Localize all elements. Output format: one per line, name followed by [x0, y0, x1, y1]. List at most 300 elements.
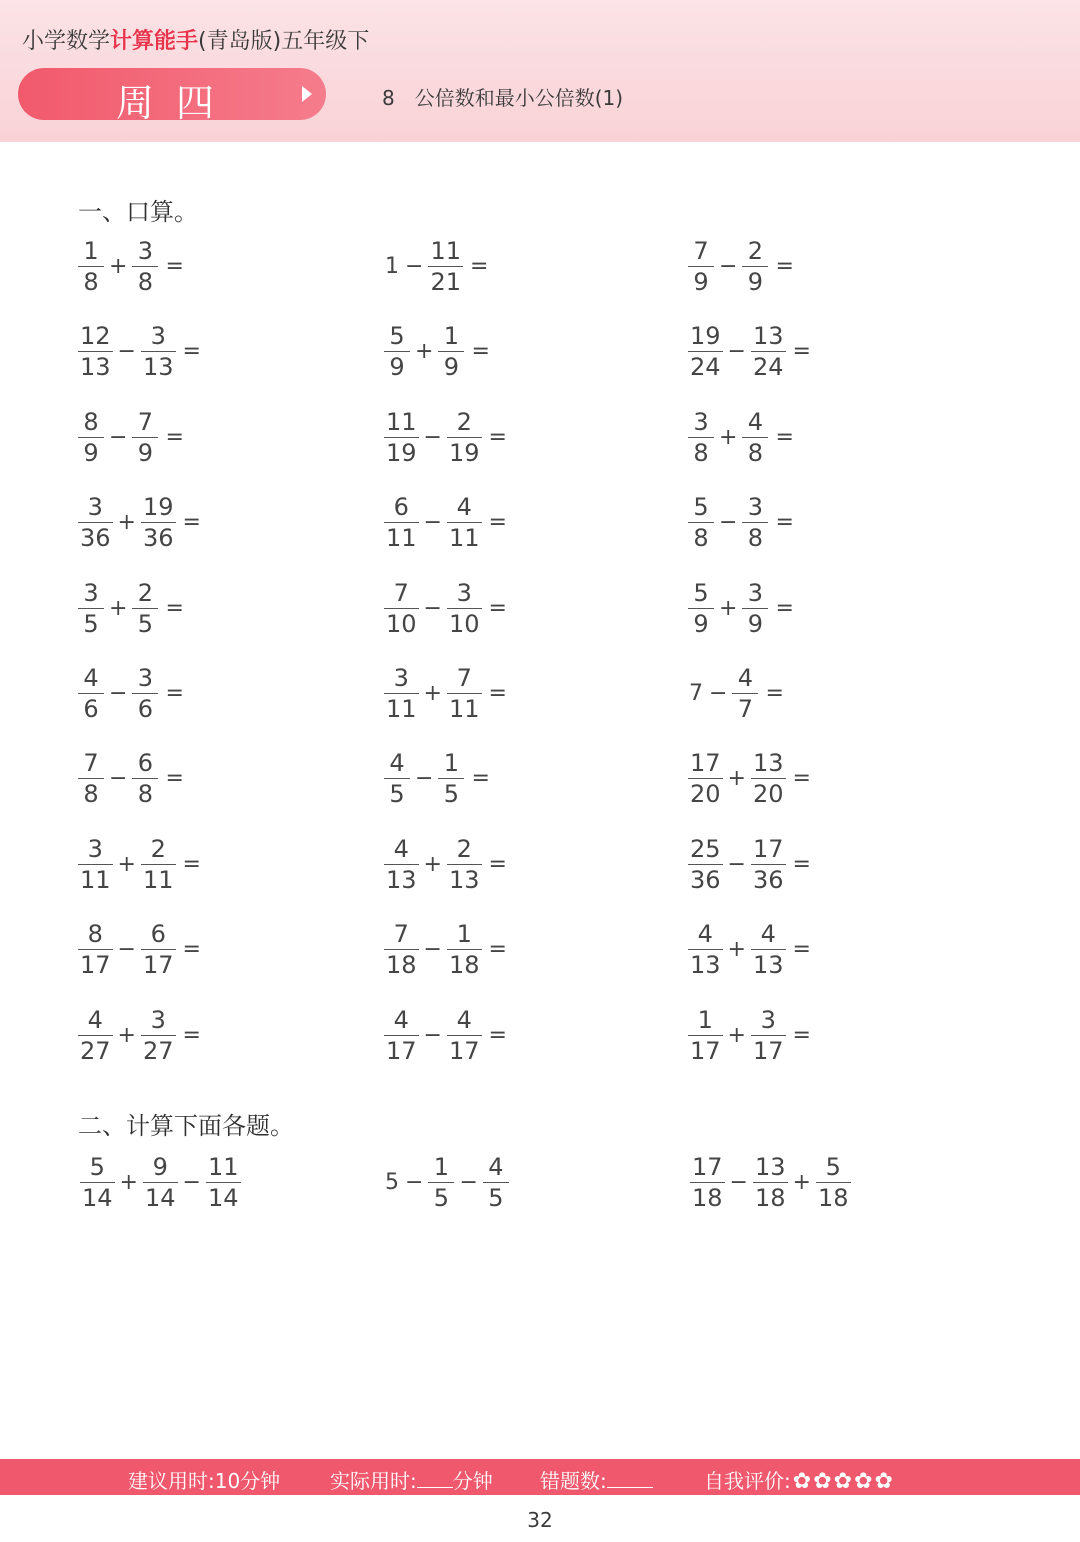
- fraction: [384, 321, 410, 382]
- numerator: 1: [697, 1005, 713, 1034]
- denominator: 11: [386, 524, 417, 553]
- book-title-suffix: (青岛版)五年级下: [198, 29, 370, 54]
- denominator: 6: [83, 695, 99, 723]
- fraction: [141, 492, 176, 553]
- equals-sign: =: [775, 510, 794, 536]
- operator: −: [405, 254, 424, 279]
- fraction: [447, 663, 482, 724]
- fraction: [447, 919, 482, 980]
- fraction: [384, 407, 419, 468]
- denominator: 5: [83, 609, 99, 638]
- numerator: 3: [747, 493, 764, 522]
- numerator: 2: [747, 237, 764, 265]
- operator: −: [719, 510, 738, 536]
- page-number: 32: [527, 1508, 553, 1532]
- operator: −: [117, 937, 136, 963]
- denominator: 20: [690, 780, 721, 809]
- numerator: 7: [137, 407, 154, 436]
- numerator: 5: [89, 1153, 105, 1181]
- expression: [382, 236, 491, 297]
- numerator: 7: [456, 664, 472, 692]
- denominator: 18: [386, 951, 417, 980]
- error-count-label: 错题数:: [540, 1469, 607, 1493]
- fraction: [751, 919, 786, 980]
- expression: [382, 1005, 510, 1066]
- expression: [382, 492, 510, 553]
- denominator: 17: [142, 951, 174, 980]
- operator: +: [727, 766, 746, 792]
- numerator: 6: [150, 920, 166, 949]
- expression: [686, 321, 814, 382]
- denominator: 13: [142, 353, 174, 382]
- operator: −: [109, 424, 128, 450]
- fraction: [78, 321, 113, 382]
- operator: −: [727, 339, 746, 365]
- denominator: 18: [754, 1184, 786, 1212]
- fraction: [384, 919, 419, 980]
- numerator: 3: [760, 1005, 776, 1034]
- fraction: [384, 834, 419, 895]
- operator: −: [109, 681, 128, 706]
- expression: [76, 834, 204, 895]
- denominator: 9: [693, 268, 709, 296]
- fraction: [384, 1005, 419, 1066]
- fraction: [384, 492, 419, 553]
- actual-time-label: 实际用时:: [330, 1469, 417, 1493]
- fraction: [751, 834, 786, 895]
- operator: −: [109, 766, 128, 792]
- self-eval-label: 自我评价:: [704, 1469, 791, 1493]
- denominator: 17: [386, 1036, 417, 1065]
- operator: +: [727, 1022, 746, 1048]
- section-2-title: 二、计算下面各题。: [78, 1112, 294, 1140]
- denominator: 9: [693, 609, 709, 638]
- denominator: 9: [443, 353, 460, 382]
- rating-flowers: [791, 1469, 893, 1493]
- fraction: [447, 407, 482, 468]
- denominator: 9: [83, 438, 99, 467]
- expression: [686, 236, 797, 297]
- numerator: 5: [389, 322, 405, 351]
- fraction: [132, 578, 158, 639]
- denominator: 8: [83, 268, 99, 296]
- numerator: 19: [690, 322, 721, 351]
- numerator: 3: [87, 834, 103, 863]
- fraction: [447, 578, 482, 639]
- numerator: 4: [488, 1153, 504, 1181]
- equals-sign: =: [182, 937, 201, 963]
- denominator: 9: [747, 609, 764, 638]
- fraction: [742, 492, 768, 553]
- fraction: [428, 1152, 454, 1213]
- expression: [382, 578, 510, 639]
- equals-sign: =: [488, 424, 507, 450]
- expression: [686, 919, 814, 980]
- equals-sign: =: [182, 1022, 201, 1048]
- fraction: [132, 748, 158, 809]
- denominator: 18: [448, 951, 480, 980]
- numerator: 5: [693, 493, 709, 522]
- fraction: [751, 321, 786, 382]
- denominator: 13: [752, 951, 784, 980]
- numerator: 3: [150, 322, 166, 351]
- denominator: 19: [386, 438, 417, 467]
- numerator: 11: [430, 237, 461, 265]
- numerator: 1: [83, 237, 99, 265]
- day-label: 周四: [116, 81, 237, 125]
- numerator: 4: [83, 664, 99, 692]
- whole-number: 5: [385, 1170, 399, 1195]
- equals-sign: =: [165, 766, 184, 792]
- actual-time: [330, 1465, 493, 1494]
- fraction: [751, 748, 786, 809]
- operator: +: [423, 681, 442, 706]
- expression: [76, 748, 187, 809]
- equals-sign: =: [165, 681, 184, 706]
- denominator: 9: [137, 438, 154, 467]
- equals-sign: =: [775, 254, 794, 279]
- play-arrow-icon: [302, 86, 312, 102]
- fraction: [688, 407, 714, 468]
- fraction: [816, 1152, 851, 1213]
- denominator: 10: [386, 609, 417, 638]
- numerator: 17: [752, 834, 784, 863]
- equals-sign: =: [792, 851, 811, 877]
- book-title-prefix: 小学数学: [22, 29, 111, 54]
- numerator: 4: [389, 749, 405, 778]
- expression: [686, 1005, 814, 1066]
- numerator: 5: [825, 1153, 841, 1181]
- numerator: 6: [393, 493, 409, 522]
- numerator: 17: [692, 1153, 723, 1181]
- denominator: 27: [80, 1036, 111, 1065]
- numerator: 1: [443, 749, 460, 778]
- equals-sign: =: [469, 254, 489, 279]
- numerator: 4: [737, 664, 754, 692]
- fraction: [384, 663, 419, 724]
- numerator: 2: [456, 834, 472, 863]
- numerator: 5: [693, 578, 709, 607]
- fraction: [690, 1152, 725, 1213]
- numerator: 7: [83, 749, 99, 778]
- operator: −: [423, 424, 442, 450]
- day-banner: [18, 68, 326, 125]
- equals-sign: =: [792, 339, 811, 365]
- flower-icon[interactable]: ✿: [874, 1469, 893, 1494]
- denominator: 13: [80, 353, 111, 382]
- equals-sign: =: [775, 424, 794, 450]
- numerator: 4: [456, 493, 472, 522]
- numerator: 4: [697, 920, 713, 949]
- expression: [382, 748, 493, 809]
- fraction: [78, 236, 104, 297]
- numerator: 3: [83, 578, 99, 607]
- denominator: 11: [386, 695, 417, 723]
- numerator: 1: [433, 1153, 450, 1181]
- denominator: 8: [83, 780, 99, 809]
- operator: +: [109, 254, 128, 279]
- numerator: 2: [150, 834, 166, 863]
- operator: −: [729, 1170, 748, 1195]
- expression: [76, 578, 187, 639]
- operator: +: [117, 1022, 136, 1048]
- fraction: [78, 578, 104, 639]
- operator: −: [459, 1170, 478, 1195]
- equals-sign: =: [182, 851, 201, 877]
- book-title: [22, 24, 369, 55]
- fraction: [753, 1152, 788, 1213]
- equals-sign: =: [165, 424, 184, 450]
- denominator: 11: [448, 695, 480, 723]
- denominator: 11: [142, 865, 174, 894]
- denominator: 7: [737, 695, 754, 723]
- denominator: 5: [433, 1184, 450, 1212]
- denominator: 14: [82, 1184, 113, 1212]
- fraction: [141, 1005, 176, 1066]
- equals-sign: =: [792, 766, 811, 792]
- operator: +: [792, 1170, 811, 1195]
- numerator: 3: [137, 664, 154, 692]
- flower-icon[interactable]: ✿: [792, 1469, 812, 1494]
- fraction: [78, 663, 104, 724]
- denominator: 11: [80, 865, 111, 894]
- flower-icon[interactable]: ✿: [854, 1469, 873, 1494]
- equals-sign: =: [165, 254, 184, 279]
- numerator: 4: [747, 407, 764, 436]
- operator: +: [109, 595, 128, 621]
- denominator: 10: [448, 609, 480, 638]
- fraction: [384, 748, 410, 809]
- numerator: 13: [754, 1153, 786, 1181]
- equals-sign: =: [792, 937, 811, 963]
- numerator: 13: [752, 322, 784, 351]
- numerator: 2: [137, 578, 154, 607]
- fraction: [447, 1005, 482, 1066]
- denominator: 5: [137, 609, 154, 638]
- operator: +: [423, 851, 442, 877]
- equals-sign: =: [165, 595, 184, 621]
- fraction: [742, 578, 768, 639]
- numerator: 2: [456, 407, 472, 436]
- operator: −: [709, 681, 728, 706]
- denominator: 17: [690, 1036, 721, 1065]
- numerator: 19: [142, 493, 174, 522]
- denominator: 36: [752, 865, 784, 894]
- denominator: 8: [693, 524, 709, 553]
- denominator: 8: [693, 438, 709, 467]
- fraction: [78, 748, 104, 809]
- operator: +: [117, 851, 136, 877]
- operator: −: [423, 510, 442, 536]
- fraction: [78, 1005, 113, 1066]
- flower-icon[interactable]: ✿: [833, 1469, 853, 1494]
- expression: [686, 578, 797, 639]
- numerator: 7: [393, 578, 409, 607]
- operator: +: [719, 595, 738, 621]
- numerator: 3: [393, 664, 409, 692]
- flower-icon[interactable]: ✿: [813, 1469, 832, 1494]
- operator: +: [119, 1170, 138, 1195]
- expression: [382, 919, 510, 980]
- fraction: [742, 236, 768, 297]
- fraction: [438, 321, 464, 382]
- fraction: [78, 407, 104, 468]
- expression: [382, 834, 510, 895]
- actual-time-unit: 分钟: [452, 1469, 493, 1493]
- fraction: [688, 578, 714, 639]
- denominator: 21: [430, 268, 461, 296]
- suggested-time: 建议用时:10分钟: [128, 1469, 281, 1493]
- equals-sign: =: [775, 595, 794, 621]
- lesson-name: 公倍数和最小公倍数(1): [414, 86, 624, 110]
- fraction: [688, 1005, 723, 1066]
- fraction: [688, 492, 714, 553]
- operator: +: [719, 424, 738, 450]
- numerator: 3: [150, 1005, 166, 1034]
- fraction: [751, 1005, 786, 1066]
- operator: −: [415, 766, 434, 792]
- numerator: 8: [83, 407, 99, 436]
- expression: [382, 407, 510, 468]
- operator: −: [405, 1170, 424, 1195]
- fraction: [447, 492, 482, 553]
- error-count-blank[interactable]: [607, 1469, 653, 1488]
- denominator: 5: [443, 780, 460, 809]
- denominator: 13: [448, 865, 480, 894]
- numerator: 25: [690, 834, 721, 863]
- equals-sign: =: [792, 1022, 811, 1048]
- fraction: [141, 321, 176, 382]
- operator: −: [117, 339, 136, 365]
- fraction: [78, 919, 113, 980]
- equals-sign: =: [471, 766, 490, 792]
- expression: [78, 1152, 243, 1213]
- fraction: [732, 663, 758, 724]
- fraction: [80, 1152, 115, 1213]
- numerator: 8: [87, 920, 103, 949]
- expression: [382, 321, 493, 382]
- expression: [382, 663, 510, 724]
- lesson-number: 8: [382, 86, 395, 110]
- denominator: 14: [207, 1184, 239, 1212]
- lesson-title: [382, 82, 623, 111]
- equals-sign: =: [471, 339, 490, 365]
- denominator: 27: [142, 1036, 174, 1065]
- actual-time-blank[interactable]: [417, 1469, 453, 1488]
- fraction: [483, 1152, 509, 1213]
- numerator: 12: [80, 322, 111, 351]
- fraction: [688, 321, 723, 382]
- numerator: 9: [152, 1153, 168, 1181]
- equals-sign: =: [488, 595, 507, 621]
- equals-sign: =: [488, 937, 507, 963]
- numerator: 3: [747, 578, 764, 607]
- numerator: 3: [456, 578, 472, 607]
- operator: +: [727, 937, 746, 963]
- fraction: [141, 834, 176, 895]
- operator: −: [423, 595, 442, 621]
- fraction: [141, 919, 176, 980]
- denominator: 8: [137, 780, 154, 809]
- numerator: 4: [393, 1005, 409, 1034]
- denominator: 17: [448, 1036, 480, 1065]
- denominator: 13: [690, 951, 721, 980]
- denominator: 8: [747, 524, 764, 553]
- operator: −: [719, 254, 738, 279]
- numerator: 4: [393, 834, 409, 863]
- denominator: 9: [747, 268, 764, 296]
- fraction: [428, 236, 463, 297]
- denominator: 5: [488, 1184, 504, 1212]
- numerator: 4: [87, 1005, 103, 1034]
- fraction: [143, 1152, 178, 1213]
- page-header: [0, 0, 1080, 142]
- expression: [76, 236, 187, 297]
- fraction: [688, 834, 723, 895]
- numerator: 17: [690, 749, 721, 778]
- denominator: 11: [448, 524, 480, 553]
- fraction: [438, 748, 464, 809]
- expression: [76, 321, 204, 382]
- numerator: 6: [137, 749, 154, 778]
- denominator: 9: [389, 353, 405, 382]
- book-title-highlight: 计算能手: [110, 29, 199, 54]
- equals-sign: =: [488, 851, 507, 877]
- denominator: 17: [752, 1036, 784, 1065]
- expression: [686, 492, 797, 553]
- denominator: 14: [144, 1184, 176, 1212]
- denominator: 8: [747, 438, 764, 467]
- denominator: 8: [137, 268, 154, 296]
- expression: [686, 407, 797, 468]
- operator: −: [423, 937, 442, 963]
- numerator: 11: [207, 1153, 239, 1181]
- operator: −: [727, 851, 746, 877]
- fraction: [688, 919, 723, 980]
- denominator: 19: [448, 438, 480, 467]
- numerator: 1: [456, 920, 472, 949]
- numerator: 3: [137, 237, 154, 265]
- section-1-title: 一、口算。: [78, 198, 198, 226]
- expression: [382, 1152, 511, 1213]
- numerator: 7: [393, 920, 409, 949]
- fraction: [132, 407, 158, 468]
- whole-number: 1: [385, 254, 399, 279]
- operator: −: [182, 1170, 201, 1195]
- operator: +: [117, 510, 136, 536]
- denominator: 18: [692, 1184, 723, 1212]
- numerator: 11: [386, 407, 417, 436]
- numerator: 3: [87, 493, 103, 522]
- denominator: 5: [389, 780, 405, 809]
- equals-sign: =: [488, 681, 507, 706]
- operator: −: [423, 1022, 442, 1048]
- fraction: [688, 748, 723, 809]
- fraction: [78, 834, 113, 895]
- equals-sign: =: [488, 510, 507, 536]
- denominator: 6: [137, 695, 154, 723]
- self-evaluation: [704, 1465, 893, 1494]
- fraction: [447, 834, 482, 895]
- fraction: [688, 236, 714, 297]
- expression: [76, 492, 204, 553]
- denominator: 20: [752, 780, 784, 809]
- numerator: 7: [693, 237, 709, 265]
- expression: [686, 748, 814, 809]
- fraction: [206, 1152, 241, 1213]
- expression: [76, 1005, 204, 1066]
- numerator: 1: [443, 322, 460, 351]
